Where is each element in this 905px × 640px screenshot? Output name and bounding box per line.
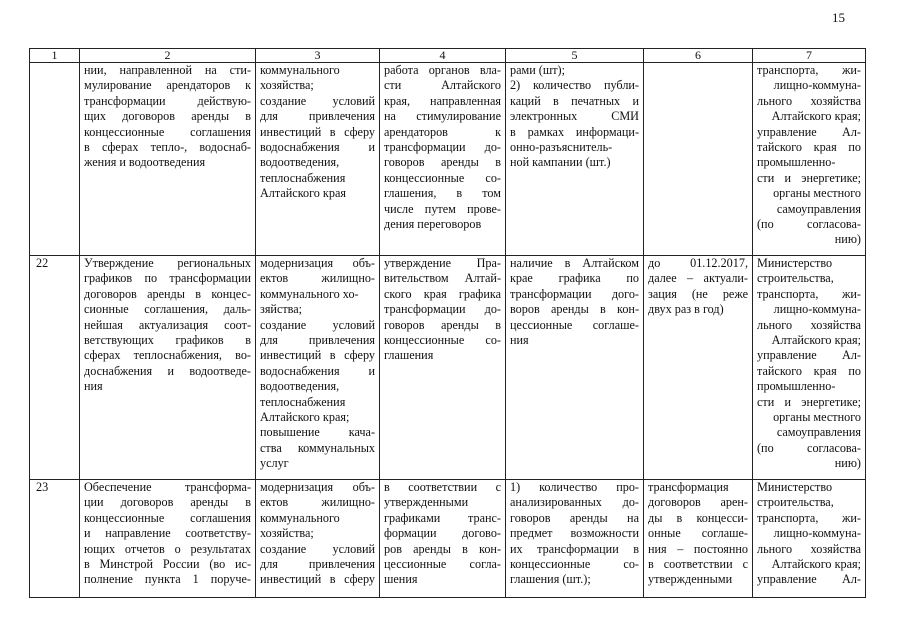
table-row (30, 480, 866, 598)
cell-text-line: зяйства; (260, 302, 303, 317)
cell-text-line: хозяйства; (260, 526, 314, 541)
cell-text-line: Министерство (757, 256, 833, 270)
cell-text-line: транспорта, жи- (757, 63, 861, 77)
cell-text-line: утвержденными (648, 572, 733, 587)
cell-text-line: ского края графика (384, 286, 501, 301)
cell-text-line: в соответствии с (384, 480, 501, 494)
table-cell-col5 (506, 256, 644, 480)
table-cell-col6 (644, 256, 753, 480)
cell-text-line: транспорта, жи- (757, 286, 861, 301)
cell-text-line: Алтайского края (260, 186, 346, 201)
cell-text-line: утвержденными (384, 495, 469, 510)
table-cell-col3 (256, 256, 380, 480)
cell-text-line: говоров аренды на (510, 510, 639, 525)
cell-text-line: Утверждение региональных (84, 256, 251, 270)
row-number: 23 (30, 480, 80, 598)
cell-text-line: нии, направленной на сти- (84, 63, 251, 77)
cell-text-line: 1) количество про- (510, 480, 639, 494)
cell-text-line: концессионные со- (384, 333, 501, 348)
cell-text-line: ветствующих графиков в (84, 333, 251, 348)
cell-text-line: каций в печатных и (510, 93, 639, 108)
cell-text-line: щих договоров аренды в (84, 109, 251, 124)
cell-text-line: ства коммунальных (260, 440, 375, 455)
cell-text-line: льного хозяйства (757, 317, 861, 332)
cell-text-line: коммунального (260, 510, 340, 525)
cell-text-line: модернизация объ- (260, 480, 375, 494)
cell-text-line: двух раз в год) (648, 302, 724, 317)
cell-text-line: управление Ал- (757, 124, 861, 139)
cell-text-line: графиков по трансформации (84, 271, 251, 286)
cell-text-line: промышленно- (757, 379, 836, 394)
cell-text-line: крае графика по (510, 271, 639, 286)
table-cell-col5 (506, 480, 644, 598)
cell-text-line: концессионные со- (510, 557, 639, 572)
cell-text-line: мулирование арендаторов к (84, 78, 251, 93)
cell-text-line: трансформация (648, 480, 729, 494)
table-cell-col7 (753, 480, 866, 598)
cell-text-line: глашения (384, 348, 434, 363)
cell-text-line: формации догово- (384, 526, 501, 541)
row-number (30, 63, 80, 256)
cell-text-line: цессионные соглаше- (510, 317, 639, 332)
cell-text-line: управление Ал- (757, 348, 861, 363)
cell-text-line: и направление соответству- (84, 526, 251, 541)
cell-text-line: Обеспечение трансформа- (84, 480, 251, 494)
table-cell-col2 (80, 480, 256, 598)
cell-text-line: в рамках информаци- (510, 124, 639, 139)
cell-text-line: создание условий (260, 317, 375, 332)
cell-text-line: ной кампании (шт.) (510, 155, 611, 170)
cell-text-line: самоуправления (776, 201, 861, 216)
cell-text-line: ния (510, 333, 529, 348)
cell-text-line: водоотведения, (260, 379, 340, 394)
cell-text-line: ды в концесси- (648, 510, 748, 525)
cell-text-line: далее – актуали- (648, 271, 748, 286)
cell-text-line: теплоснабжения (260, 170, 346, 185)
cell-text-line: анализированных до- (510, 495, 639, 510)
cell-text-line: услуг (260, 456, 289, 471)
cell-text-line: трансформации до- (384, 140, 501, 155)
cell-text-line: водоснабжения и (260, 363, 375, 378)
cell-text-line: жения и водоотведения (84, 155, 206, 170)
cell-text-line: коммунального (260, 63, 340, 77)
cell-text-line: хозяйства; (260, 78, 314, 93)
row-number: 22 (30, 256, 80, 480)
cell-text-line: электронных СМИ (510, 109, 639, 124)
cell-text-line: льного хозяйства (757, 541, 861, 556)
cell-text-line: договоров арен- (648, 495, 748, 510)
cell-text-line: (по согласова- (757, 217, 861, 232)
cell-text-line: промышленно- (757, 155, 836, 170)
cell-text-line: их трансформации в (510, 541, 639, 556)
cell-text-line: в сферах тепло-, водоснаб- (84, 140, 251, 155)
cell-text-line: водоснабжения и (260, 140, 375, 155)
cell-text-line: рами (шт); (510, 63, 565, 77)
cell-text-line: глашения (шт.); (510, 572, 591, 587)
cell-text-line: сионные соглашения, даль- (84, 302, 251, 317)
cell-text-line: доснабжения и водоотведе- (84, 363, 251, 378)
cell-text-line: ния – постоянно (648, 541, 748, 556)
table-row (30, 256, 866, 480)
cell-text-line: инвестиций в сферу (260, 572, 375, 587)
cell-text-line: ектов жилищно- (260, 271, 375, 286)
table-cell-col4 (380, 63, 506, 256)
table-cell-col4 (380, 256, 506, 480)
cell-text-line: теплоснабжения (260, 394, 346, 409)
cell-text-line: концессионные соглашения (84, 124, 251, 139)
cell-text-line: нию) (834, 456, 861, 471)
cell-text-line: трансформации действую- (84, 93, 251, 108)
cell-text-line: создание условий (260, 93, 375, 108)
table-cell-col3 (256, 63, 380, 256)
cell-text-line: льного хозяйства (757, 93, 861, 108)
cell-text-line: арендаторов к (384, 124, 501, 139)
cell-text-line: до 01.12.2017, (648, 256, 748, 270)
cell-text-line: графиками транс- (384, 510, 501, 525)
cell-text-line: водоотведения, (260, 155, 340, 170)
table-cell-col5 (506, 63, 644, 256)
cell-text-line: для привлечения (260, 557, 375, 572)
cell-text-line: нейшая актуализация соот- (84, 317, 251, 332)
cell-text-line: договоров аренды в концес- (84, 286, 251, 301)
cell-text-line: концессионные соглашения (84, 510, 251, 525)
cell-text-line: управление Ал- (757, 572, 861, 587)
cell-text-line: транспорта, жи- (757, 510, 861, 525)
table-cell-col7 (753, 256, 866, 480)
cell-text-line: шения (384, 572, 418, 587)
cell-text-line: трансформации дого- (510, 286, 639, 301)
cell-text-line: глашения, в том (384, 186, 501, 201)
cell-text-line: онные соглаше- (648, 526, 748, 541)
cell-text-line: сти Алтайского (384, 78, 501, 93)
cell-text-line: работа органов вла- (384, 63, 501, 77)
cell-text-line: сферах теплоснабжения, во- (84, 348, 251, 363)
column-number-cell: 5 (506, 49, 644, 63)
cell-text-line: строительства, (757, 495, 834, 510)
cell-text-line: в соответствии с (648, 557, 748, 572)
cell-text-line: тайского края по (757, 140, 861, 155)
table-cell-col6 (644, 63, 753, 256)
cell-text-line: зация (не реже (648, 286, 748, 301)
cell-text-line: органы местного (773, 186, 861, 201)
cell-text-line: в Минстрой России (во ис- (84, 557, 251, 572)
cell-text-line: Алтайского края; (771, 557, 861, 572)
measures-table (29, 48, 866, 598)
cell-text-line: предмет возможности (510, 526, 639, 541)
cell-text-line: сти и энергетике; (757, 394, 861, 409)
cell-text-line: для привлечения (260, 109, 375, 124)
cell-text-line: лищно-коммуна- (773, 526, 861, 541)
table-body (30, 63, 866, 598)
cell-text-line: повышение кача- (260, 425, 375, 440)
cell-text-line: говоров аренды в (384, 317, 501, 332)
cell-text-line: лищно-коммуна- (773, 302, 861, 317)
column-number-cell: 1 (30, 49, 80, 63)
table-cell-col2 (80, 63, 256, 256)
cell-text-line: тайского края по (757, 363, 861, 378)
cell-text-line: 2) количество публи- (510, 78, 639, 93)
cell-text-line: числе путем прове- (384, 201, 501, 216)
cell-text-line: самоуправления (776, 425, 861, 440)
cell-text-line: для привлечения (260, 333, 375, 348)
cell-text-line: дения переговоров (384, 217, 482, 232)
table-cell-col3 (256, 480, 380, 598)
cell-text-line: инвестиций в сферу (260, 124, 375, 139)
table-row (30, 63, 866, 256)
table-cell-col7 (753, 63, 866, 256)
column-number-cell: 2 (80, 49, 256, 63)
cell-text-line: Алтайского края; (771, 109, 861, 124)
cell-text-line: органы местного (773, 410, 861, 425)
cell-text-line: наличие в Алтайском (510, 256, 639, 270)
cell-text-line: сти и энергетике; (757, 170, 861, 185)
column-number-cell: 7 (753, 49, 866, 63)
cell-text-line: ния (84, 379, 103, 394)
column-number-cell: 3 (256, 49, 380, 63)
cell-text-line: ции договоров аренды в (84, 495, 251, 510)
column-number-cell: 4 (380, 49, 506, 63)
cell-text-line: ров аренды в кон- (384, 541, 501, 556)
cell-text-line: цессионные согла- (384, 557, 501, 572)
cell-text-line: нию) (834, 232, 861, 247)
cell-text-line: ектов жилищно- (260, 495, 375, 510)
cell-text-line: края, направленная (384, 93, 501, 108)
column-number-cell: 6 (644, 49, 753, 63)
table-cell-col4 (380, 480, 506, 598)
cell-text-line: Министерство (757, 480, 833, 494)
cell-text-line: концессионные со- (384, 170, 501, 185)
cell-text-line: создание условий (260, 541, 375, 556)
cell-text-line: ющих отчетов о результатах (84, 541, 251, 556)
table-cell-col6 (644, 480, 753, 598)
column-number-header (30, 49, 866, 63)
cell-text-line: модернизация объ- (260, 256, 375, 270)
cell-text-line: (по согласова- (757, 440, 861, 455)
cell-text-line: онно-разъяснитель- (510, 140, 613, 155)
cell-text-line: инвестиций в сферу (260, 348, 375, 363)
page-number: 15 (832, 10, 845, 25)
table-cell-col2 (80, 256, 256, 480)
cell-text-line: строительства, (757, 271, 834, 286)
cell-text-line: трансформации до- (384, 302, 501, 317)
cell-text-line: полнение пункта 1 поруче- (84, 572, 251, 587)
cell-text-line: вительством Алтай- (384, 271, 501, 286)
cell-text-line: коммунального хо- (260, 286, 359, 301)
cell-text-line: Алтайского края; (771, 333, 861, 348)
cell-text-line: воров аренды в кон- (510, 302, 639, 317)
cell-text-line: Алтайского края; (260, 410, 350, 425)
cell-text-line: лищно-коммуна- (773, 78, 861, 93)
cell-text-line: говоров аренды в (384, 155, 501, 170)
cell-text-line: утверждение Пра- (384, 256, 501, 270)
cell-text-line: на стимулирование (384, 109, 501, 124)
